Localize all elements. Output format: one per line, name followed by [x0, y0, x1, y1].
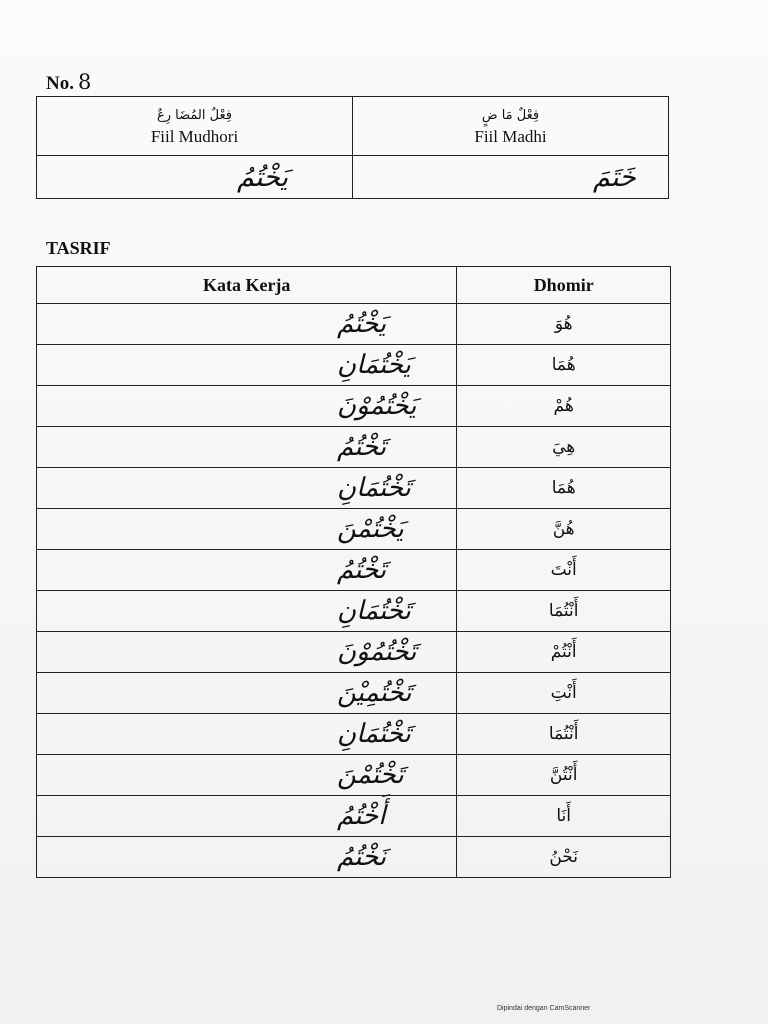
kata-kerja-cell [37, 386, 457, 427]
kata-kerja-value: تَخْتُمُ [337, 555, 387, 585]
kata-kerja-value: تَخْتُمَانِ [337, 473, 411, 503]
dhomir-cell: هِيَ [457, 427, 671, 468]
dhomir-cell: هُمَا [457, 345, 671, 386]
kata-kerja-value: تَخْتُمَانِ [337, 719, 411, 749]
kata-kerja-value: تَخْتُمَانِ [337, 596, 411, 626]
kata-kerja-cell [37, 509, 457, 550]
dhomir-cell: أَنْتُنَّ [457, 755, 671, 796]
kata-kerja-cell [37, 550, 457, 591]
fiil-mudhori-latin: Fiil Mudhori [150, 126, 239, 146]
kata-kerja-value: يَخْتُمْنَ [337, 514, 404, 544]
tasrif-row [37, 304, 671, 345]
tasrif-table [36, 266, 671, 878]
dhomir-cell: أَنَا [457, 796, 671, 837]
kata-kerja-cell [37, 591, 457, 632]
tasrif-row [37, 386, 671, 427]
dhomir-cell: أَنْتَ [457, 550, 671, 591]
kata-kerja-cell [37, 468, 457, 509]
tasrif-row [37, 591, 671, 632]
kata-kerja-cell [37, 345, 457, 386]
page-number [46, 70, 91, 95]
fiil-madhi-header [353, 97, 669, 156]
dhomir-cell: أَنْتُمْ [457, 632, 671, 673]
kata-kerja-cell [37, 837, 457, 878]
kata-kerja-value: نَخْتُمُ [337, 842, 387, 872]
dhomir-cell: هُنَّ [457, 509, 671, 550]
dhomir-cell: هُوَ [457, 304, 671, 345]
tasrif-row [37, 796, 671, 837]
tasrif-header-row [37, 267, 671, 304]
tasrif-row [37, 632, 671, 673]
tasrif-row [37, 673, 671, 714]
kata-kerja-value: يَخْتُمُ [337, 309, 387, 339]
page-number-label: No. [46, 73, 74, 94]
fiil-mudhori-arabic: فِعْلٌ المُضَا رِعٌ [157, 107, 232, 123]
kata-kerja-value: أَخْتُمُ [337, 801, 386, 831]
kata-kerja-header: Kata Kerja [37, 267, 457, 304]
fiil-mudhori-value-cell [37, 156, 353, 199]
tasrif-row [37, 509, 671, 550]
kata-kerja-cell [37, 673, 457, 714]
tasrif-row [37, 468, 671, 509]
kata-kerja-value: يَخْتُمُوْنَ [337, 391, 417, 421]
camscanner-footer: Dipindai dengan CamScanner [497, 1005, 591, 1012]
kata-kerja-value: يَخْتُمَانِ [337, 350, 411, 380]
fiil-mudhori-value: يَخْتُمُ [237, 161, 289, 193]
kata-kerja-cell [37, 632, 457, 673]
kata-kerja-value: تَخْتُمُ [337, 432, 387, 462]
kata-kerja-cell [37, 755, 457, 796]
tasrif-row [37, 714, 671, 755]
dhomir-header: Dhomir [457, 267, 671, 304]
tasrif-row [37, 550, 671, 591]
verb-form-header-row [37, 97, 669, 156]
tasrif-row [37, 427, 671, 468]
tasrif-title: TASRIF [46, 238, 111, 258]
fiil-madhi-value: خَتَمَ [593, 161, 636, 193]
kata-kerja-value: تَخْتُمُوْنَ [337, 637, 417, 667]
kata-kerja-cell [37, 427, 457, 468]
dhomir-cell: نَحْنُ [457, 837, 671, 878]
verb-form-table [36, 96, 669, 199]
kata-kerja-cell [37, 304, 457, 345]
page-number-value: 8 [77, 70, 92, 94]
fiil-madhi-arabic: فِعْلٌ مَا ضٍ [481, 107, 540, 123]
tasrif-row [37, 345, 671, 386]
kata-kerja-cell [37, 796, 457, 837]
kata-kerja-cell [37, 714, 457, 755]
tasrif-row [37, 837, 671, 878]
dhomir-cell: هُمَا [457, 468, 671, 509]
tasrif-row [37, 755, 671, 796]
dhomir-cell: أَنْتِ [457, 673, 671, 714]
fiil-madhi-latin: Fiil Madhi [474, 126, 547, 146]
fiil-madhi-value-cell [353, 156, 669, 199]
kata-kerja-value: تَخْتُمِيْنَ [337, 678, 412, 708]
dhomir-cell: أَنْتُمَا [457, 714, 671, 755]
dhomir-cell: هُمْ [457, 386, 671, 427]
kata-kerja-value: تَخْتُمْنَ [337, 760, 404, 790]
dhomir-cell: أَنْتُمَا [457, 591, 671, 632]
verb-form-value-row [37, 156, 669, 199]
fiil-mudhori-header [37, 97, 353, 156]
